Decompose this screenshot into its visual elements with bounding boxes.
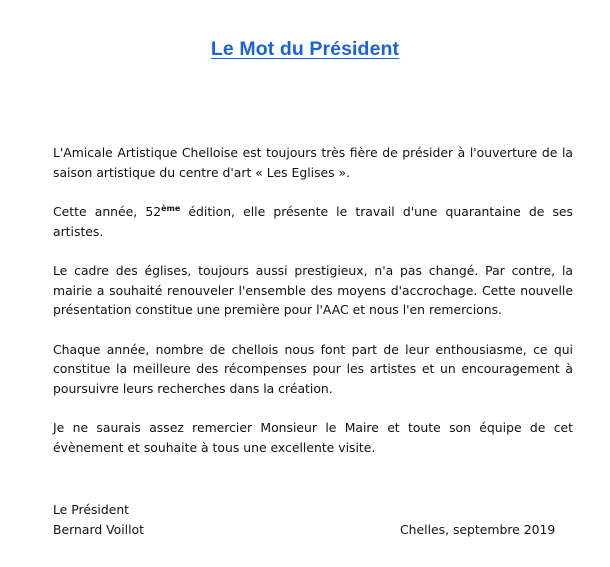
paragraph-enthusiasm: Chaque année, nombre de chellois nous font part de leur enthousiasme, ce qui constitue la meilleure des récompenses pour les artistes et un encouragement à poursuivre leurs recherches dans la création. (53, 341, 573, 396)
signature-block (53, 500, 144, 540)
letter-body (53, 143, 573, 457)
paragraph-thanks: Je ne saurais assez remercier Monsieur le Maire et toute son équipe de cet évènement et souhaite à tous une excellente visite. (53, 420, 573, 455)
paragraph-edition (53, 202, 573, 241)
paragraph-setting: Le cadre des églises, toujours aussi prestigieux, n'a pas changé. Par contre, la mairie a souhaité renouveler l'ensemble des moyens d'accrochage. Cette nouvelle présentation constitue une première pour l'AAC et nous l'en remercions. (53, 262, 573, 318)
page-title: Le Mot du Président (210, 38, 400, 60)
signature-name: Bernard Voillot (53, 522, 144, 537)
edition-text-start: Cette année, 52 (53, 203, 162, 219)
edition-superscript: ème (161, 203, 181, 213)
edition-text-end: édition, elle présente le travail d'une quarantaine de ses artistes. (53, 203, 573, 239)
place-date: Chelles, septembre 2019 (400, 522, 556, 537)
paragraph-opening: L'Amicale Artistique Chelloise est toujours très fière de présider à l'ouverture de la saison artistique du centre d'art « Les Eglises ». (53, 145, 573, 180)
signature-role: Le Président (53, 502, 130, 517)
